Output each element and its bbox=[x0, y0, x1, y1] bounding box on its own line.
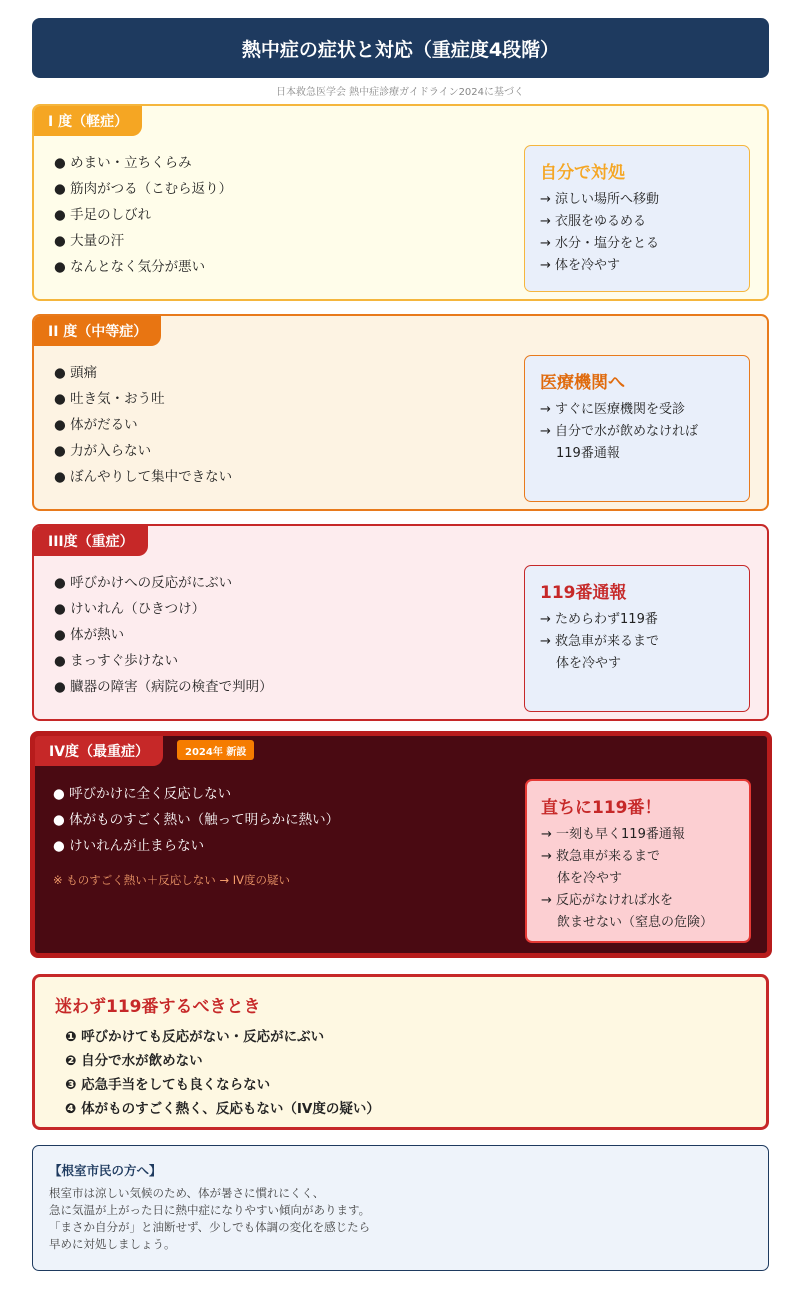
emergency-item: ❷ 自分で水が飲めない bbox=[65, 1053, 203, 1069]
action-line: 体を冷やす bbox=[556, 656, 622, 671]
level-4-action-box bbox=[525, 779, 751, 943]
level-2-tab: II 度（中等症） bbox=[34, 316, 161, 346]
emergency-title: 迷わず119番するべきとき bbox=[55, 997, 261, 1017]
level-4-symptom-list bbox=[53, 781, 339, 859]
new-badge: 2024年 新設 bbox=[177, 740, 254, 760]
action-line: → 水分・塩分をとる bbox=[540, 236, 660, 251]
action-line: → 衣服をゆるめる bbox=[540, 214, 647, 229]
symptom-item: ● 手足のしびれ bbox=[54, 207, 152, 223]
level-3-tab: III度（重症） bbox=[34, 526, 148, 556]
notice-line: 根室市は涼しい気候のため、体が暑さに慣れにくく、 bbox=[49, 1186, 325, 1200]
emergency-item: ❸ 応急手当をしても良くならない bbox=[65, 1077, 271, 1093]
action-line: → 涼しい場所へ移動 bbox=[540, 192, 660, 207]
level-3-action-box bbox=[524, 565, 750, 712]
level-1-action-box bbox=[524, 145, 750, 292]
action-line: → 自分で水が飲めなければ bbox=[540, 424, 699, 439]
page-title: 熱中症の症状と対応（重症度4段階） bbox=[32, 18, 769, 78]
symptom-item: ● ぼんやりして集中できない bbox=[54, 469, 233, 485]
action-title: 直ちに119番！ bbox=[541, 798, 662, 818]
level-4-card bbox=[30, 731, 772, 958]
notice-line: 「まさか自分が」と油断せず、少しでも体調の変化を感じたら bbox=[49, 1220, 371, 1234]
level-2-symptom-list bbox=[54, 360, 232, 490]
action-title: 自分で対処 bbox=[540, 163, 625, 183]
emergency-item: ❶ 呼びかけても反応がない・反応がにぶい bbox=[65, 1029, 325, 1045]
symptom-item: ● 頭痛 bbox=[54, 365, 98, 381]
symptom-item: ● 筋肉がつる（こむら返り） bbox=[54, 181, 233, 197]
level-3-symptom-list bbox=[54, 570, 273, 700]
level-1-symptom-list bbox=[54, 150, 232, 280]
symptom-item: ● まっすぐ歩けない bbox=[54, 653, 179, 669]
page-subtitle: 日本救急医学会 熱中症診療ガイドライン2024に基づく bbox=[275, 87, 525, 98]
action-line: → 救急車が来るまで bbox=[541, 849, 661, 864]
emergency-list bbox=[55, 1025, 746, 1121]
symptom-item: ● けいれん（ひきつけ） bbox=[54, 601, 206, 617]
symptom-item: ● 臓器の障害（病院の検査で判明） bbox=[54, 679, 273, 695]
action-title: 医療機関へ bbox=[540, 373, 625, 393]
symptom-item: ● 呼びかけに全く反応しない bbox=[53, 786, 232, 802]
level-4-note: ※ ものすごく熱い＋反応しない → IV度の疑い bbox=[53, 873, 290, 887]
emergency-item: ❹ 体がものすごく熱く、反応もない（IV度の疑い） bbox=[65, 1101, 380, 1117]
level-1-tab: I 度（軽症） bbox=[34, 106, 142, 136]
level-2-card bbox=[32, 314, 769, 511]
emergency-box bbox=[32, 974, 769, 1130]
action-line: → 反応がなければ水を bbox=[541, 893, 674, 908]
symptom-item: ● けいれんが止まらない bbox=[53, 838, 205, 854]
level-1-card bbox=[32, 104, 769, 301]
action-line: 体を冷やす bbox=[557, 871, 623, 886]
action-line: 飲ませない（窒息の危険） bbox=[557, 915, 714, 930]
action-line: → 救急車が来るまで bbox=[540, 634, 660, 649]
notice-line: 早めに対処しましょう。 bbox=[49, 1237, 176, 1251]
action-title: 119番通報 bbox=[540, 583, 627, 603]
level-4-tab: IV度（最重症） bbox=[35, 736, 163, 766]
symptom-item: ● なんとなく気分が悪い bbox=[54, 259, 206, 275]
notice-title: 【根室市民の方へ】 bbox=[49, 1163, 162, 1178]
action-line: → すぐに医療機関を受診 bbox=[540, 402, 686, 417]
notice-line: 急に気温が上がった日に熱中症になりやすい傾向があります。 bbox=[49, 1203, 371, 1217]
symptom-item: ● 吐き気・おう吐 bbox=[54, 391, 165, 407]
symptom-item: ● 体がものすごく熱い（触って明らかに熱い） bbox=[53, 812, 340, 828]
citizen-notice bbox=[32, 1145, 769, 1271]
symptom-item: ● 力が入らない bbox=[54, 443, 152, 459]
symptom-item: ● 体が熱い bbox=[54, 627, 125, 643]
action-line: → ためらわず119番 bbox=[540, 612, 658, 627]
action-line: → 一刻も早く119番通報 bbox=[541, 827, 685, 842]
action-line: → 体を冷やす bbox=[540, 258, 621, 273]
level-3-card bbox=[32, 524, 769, 721]
symptom-item: ● 大量の汗 bbox=[54, 233, 125, 249]
action-line: 119番通報 bbox=[556, 446, 620, 461]
symptom-item: ● 体がだるい bbox=[54, 417, 138, 433]
level-2-action-box bbox=[524, 355, 750, 502]
symptom-item: ● 呼びかけへの反応がにぶい bbox=[54, 575, 233, 591]
symptom-item: ● めまい・立ちくらみ bbox=[54, 155, 192, 171]
